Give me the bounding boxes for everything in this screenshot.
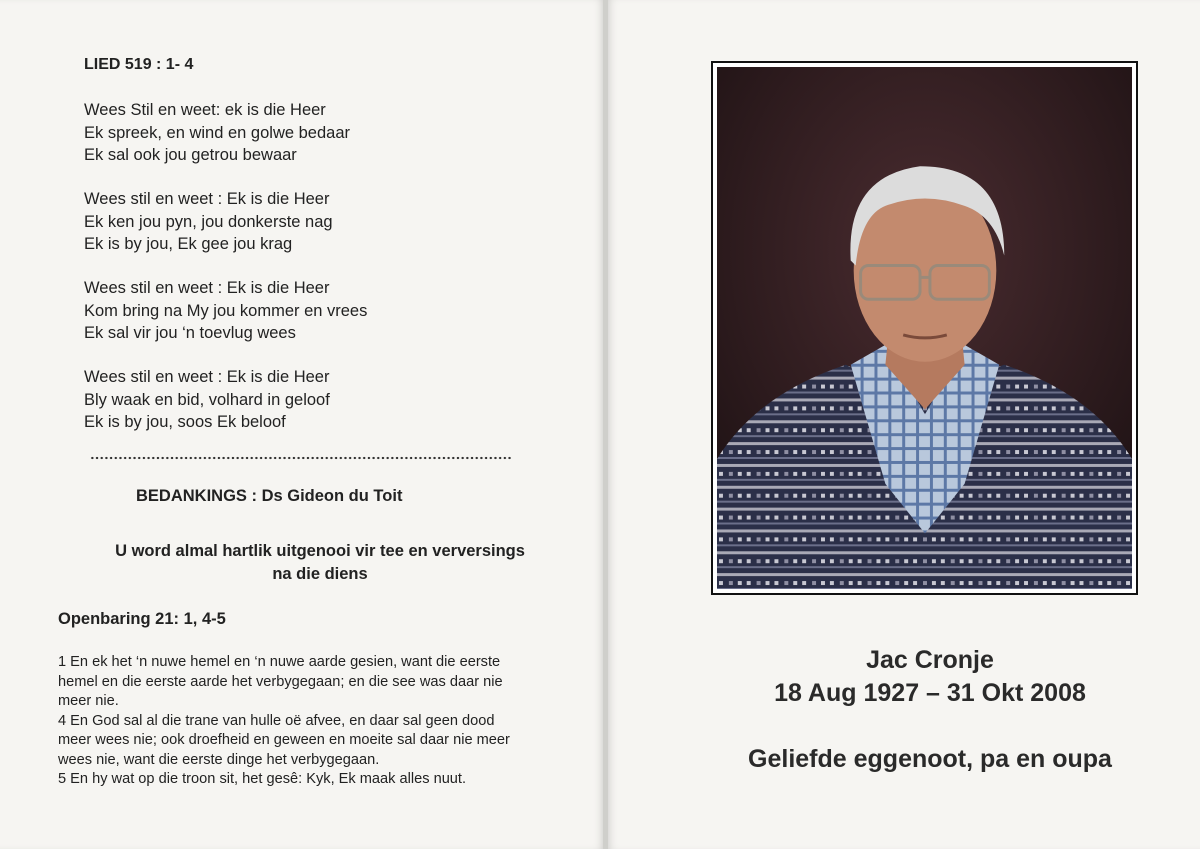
dotted-divider [90,455,512,461]
hymn-verse-4 [84,366,330,434]
verse-line: Ek sal vir jou ‘n toevlug wees [84,324,296,342]
verse-line: Ek sal ook jou getrou bewaar [84,146,297,164]
verse-line: Wees Stil en weet: ek is die Heer [84,101,326,119]
epitaph: Geliefde eggenoot, pa en oupa [748,745,1112,773]
hymn-verse-3 [84,277,367,345]
scripture-line: hemel en die eerste aarde het verbygegaan; en die see was daar nie [58,673,503,690]
verse-line: Wees stil en weet : Ek is die Heer [84,279,330,297]
scripture-text [58,653,598,790]
portrait-frame [711,61,1138,595]
thanks-line: BEDANKINGS : Ds Gideon du Toit [136,487,403,505]
portrait-photo-icon [717,67,1132,589]
hymn-verse-1 [84,99,350,167]
life-dates: 18 Aug 1927 – 31 Okt 2008 [774,679,1086,707]
verse-line: Kom bring na My jou kommer en vrees [84,301,368,320]
scripture-line: wees nie, want die eerste dinge het verbygegaan. [58,751,380,768]
verse-line: Ek spreek, en wind en golwe bedaar [84,123,350,142]
scripture-reference: Openbaring 21: 1, 4-5 [58,610,226,628]
scripture-line: 4 En God sal al die trane van hulle oë afvee, en daar sal geen dood [58,712,495,729]
scripture-line: meer wees nie; ook droefheid en geween en moeite sal daar nie meer [58,732,510,748]
verse-line: Ek ken jou pyn, jou donkerste nag [84,212,333,231]
invitation-text [40,540,600,585]
invitation-line: na die diens [272,564,368,583]
scripture-line: meer nie. [58,693,119,709]
hymn-verse-2 [84,188,333,256]
verse-line: Ek is by jou, Ek gee jou krag [84,235,293,253]
verse-line: Ek is by jou, soos Ek beloof [84,413,286,431]
deceased-name: Jac Cronje [866,646,994,674]
scripture-line: 5 En hy wat op die troon sit, het gesê: Kyk, Ek maak alles nuut. [58,771,467,787]
invitation-line: U word almal hartlik uitgenooi vir tee en verversings [115,542,525,560]
verse-line: Bly waak en bid, volhard in geloof [84,390,330,409]
hymn-title: LIED 519 : 1- 4 [84,56,194,73]
scripture-line: 1 En ek het ‘n nuwe hemel en ‘n nuwe aarde gesien, want die eerste [58,654,501,670]
verse-line: Wees stil en weet : Ek is die Heer [84,190,330,208]
verse-line: Wees stil en weet : Ek is die Heer [84,368,330,386]
